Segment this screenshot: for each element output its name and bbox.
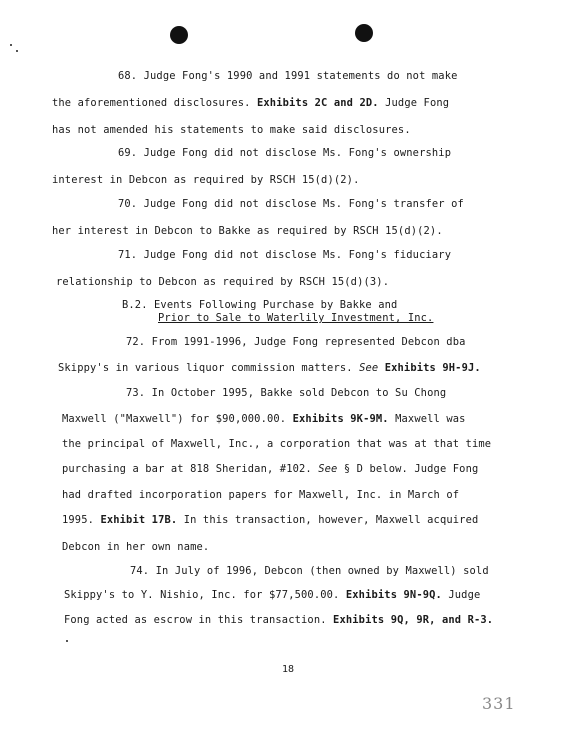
section-heading-line-2: Prior to Sale to Waterlily Investment, Inc.	[158, 312, 434, 324]
text-run: Skippy's in various liquor commission matters.	[58, 362, 360, 374]
paragraph-74-line-3	[64, 614, 493, 627]
paragraph-73-line-7: Debcon in her own name.	[62, 541, 210, 553]
paragraph-68-line-2	[52, 97, 449, 110]
paragraph-73-line-5: had drafted incorporation papers for Maxwell, Inc. in March of	[62, 489, 460, 501]
scan-speck	[66, 640, 68, 642]
paragraph-73-line-4	[62, 463, 478, 476]
text-run: Skippy's to Y. Nishio, Inc. for $77,500.00.	[64, 589, 346, 601]
section-heading-line-1: B.2. Events Following Purchase by Bakke and	[122, 299, 398, 311]
paragraph-73-line-3: the principal of Maxwell, Inc., a corporation that was at that time	[62, 438, 492, 450]
paragraph-70-line-1: 70. Judge Fong did not disclose Ms. Fong's transfer of	[118, 198, 464, 210]
paragraph-72-line-1: 72. From 1991-1996, Judge Fong represented Debcon dba	[126, 336, 466, 348]
paragraph-74-line-1: 74. In July of 1996, Debcon (then owned by Maxwell) sold	[130, 565, 489, 577]
paragraph-73-line-1: 73. In October 1995, Bakke sold Debcon to Su Chong	[126, 387, 447, 399]
exhibit-reference: Exhibits 2C and 2D.	[256, 97, 379, 109]
exhibit-reference: Exhibits 9N-9Q.	[345, 589, 442, 601]
bates-stamp: 331	[482, 694, 516, 713]
text-run: the aforementioned disclosures.	[52, 97, 257, 109]
scan-speck	[16, 50, 18, 52]
signal-word: See	[359, 362, 379, 374]
paragraph-71-line-1: 71. Judge Fong did not disclose Ms. Fong's fiduciary	[118, 249, 452, 261]
exhibit-reference: Exhibits 9Q, 9R, and R-3.	[333, 614, 494, 626]
punch-hole-right	[355, 24, 373, 42]
text-run: Fong acted as escrow in this transaction.	[64, 614, 334, 626]
paragraph-70-line-2: her interest in Debcon to Bakke as required by RSCH 15(d)(2).	[52, 225, 443, 237]
text-run: In this transaction, however, Maxwell acquired	[177, 514, 479, 526]
paragraph-74-line-2	[64, 589, 480, 602]
exhibit-reference: Exhibits 9H-9J.	[378, 362, 481, 374]
exhibit-reference: Exhibit 17B.	[100, 514, 178, 526]
paragraph-73-line-2	[62, 413, 466, 426]
punch-hole-left	[170, 26, 188, 44]
paragraph-71-line-2: relationship to Debcon as required by RSCH 15(d)(3).	[56, 276, 390, 288]
page-number: 18	[282, 664, 295, 675]
text-run: Judge	[441, 589, 481, 601]
text-run: Maxwell ("Maxwell") for $90,000.00.	[62, 413, 293, 425]
signal-word: See	[318, 463, 338, 475]
paragraph-69-line-2: interest in Debcon as required by RSCH 15(d)(2).	[52, 174, 360, 186]
text-run: § D below. Judge Fong	[337, 463, 479, 475]
paragraph-72-line-2	[58, 362, 481, 375]
exhibit-reference: Exhibits 9K-9M.	[292, 413, 389, 425]
paragraph-68-line-3: has not amended his statements to make said disclosures.	[52, 124, 411, 136]
paragraph-69-line-1: 69. Judge Fong did not disclose Ms. Fong's ownership	[118, 147, 452, 159]
scan-speck	[10, 44, 12, 46]
text-run: 1995.	[62, 514, 101, 526]
text-run: purchasing a bar at 818 Sheridan, #102.	[62, 463, 319, 475]
paragraph-73-line-6	[62, 514, 478, 527]
text-run: Judge Fong	[378, 97, 450, 109]
text-run: Maxwell was	[388, 413, 466, 425]
paragraph-68-line-1: 68. Judge Fong's 1990 and 1991 statements do not make	[118, 70, 458, 82]
